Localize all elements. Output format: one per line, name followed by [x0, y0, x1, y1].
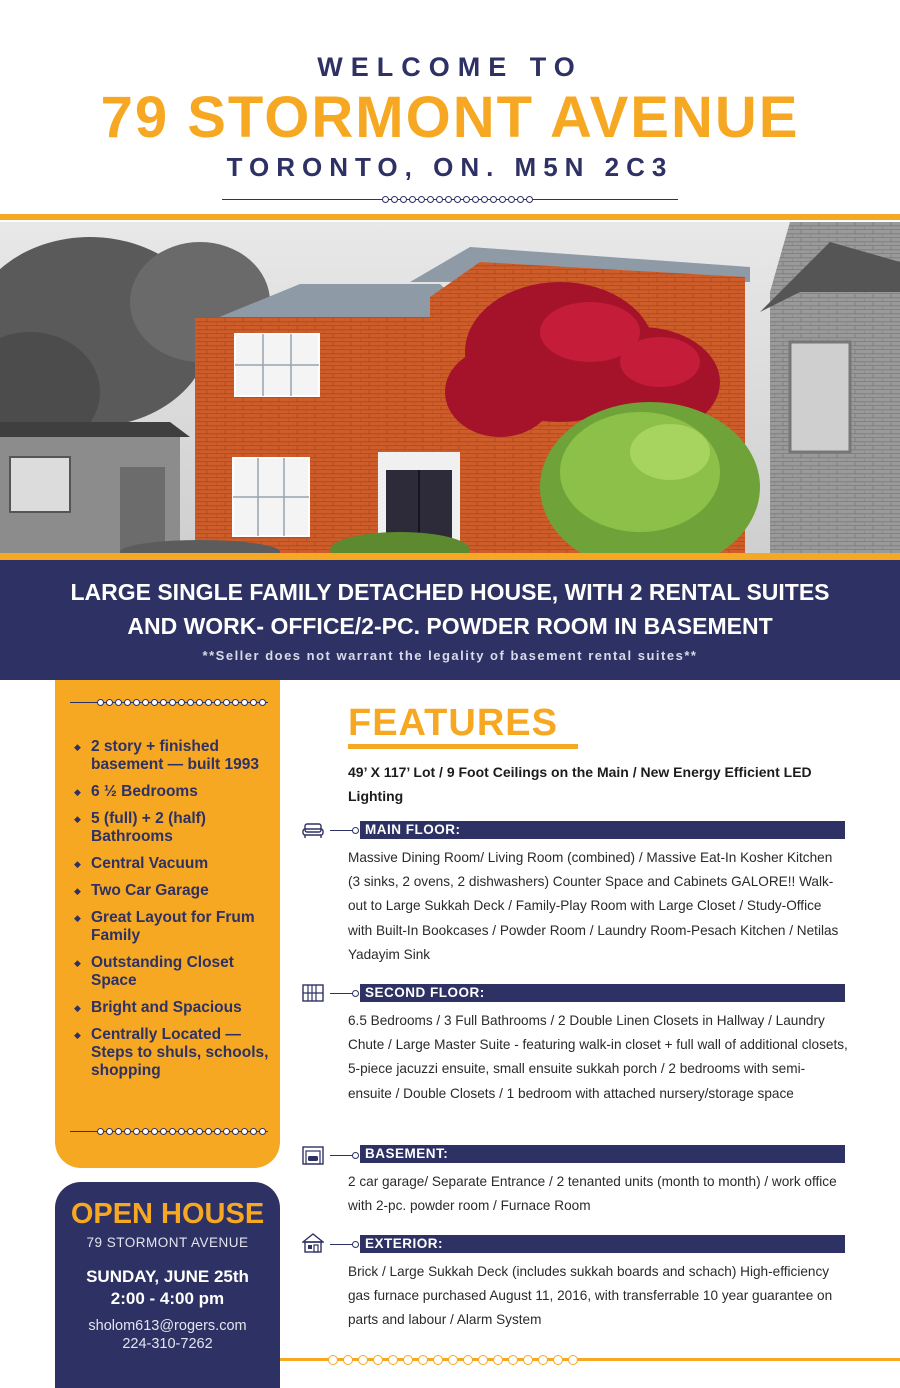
list-item: ◆ 2 story + finished basement — built 1993: [74, 738, 274, 774]
list-item: ◆ 6 ½ Bedrooms: [74, 783, 274, 801]
section-connector: [330, 993, 354, 994]
section-text-main-floor: Massive Dining Room/ Living Room (combined) / Massive Eat-In Kosher Kitchen (3 sinks, 2 ovens, 2 dishwashers) Counter Space and Cabinets GALORE!! Walk-out to Large Sukkah Deck / Family-Play Room with Large Closet / Study-Office with Built-In Bookcases / Powder Room / Laundry Room-Pesach Kitchen / Netilas Yadayim Sink: [348, 850, 839, 962]
highlights-list: [74, 738, 274, 1089]
list-item: ◆ Two Car Garage: [74, 882, 274, 900]
section-connector: [330, 1244, 354, 1245]
welcome-heading: WELCOME TO: [317, 52, 583, 82]
open-house-panel: [55, 1182, 280, 1388]
headline-line-1: LARGE SINGLE FAMILY DETACHED HOUSE, WITH 2 RENTAL SUITES: [70, 579, 830, 605]
section-text-basement: 2 car garage/ Separate Entrance / 2 tenanted units (month to month) / work office with 2-pc. powder room / Furnace Room: [348, 1174, 837, 1214]
section-label-basement: BASEMENT:: [365, 1146, 449, 1161]
contact-phone[interactable]: 224-310-7262: [122, 1336, 213, 1352]
list-item: ◆ Outstanding Closet Space: [74, 954, 274, 990]
bottom-dots: [328, 1355, 578, 1365]
house-icon: [302, 1233, 324, 1253]
section-connector-dot: [352, 990, 359, 997]
section-label-exterior: EXTERIOR:: [365, 1236, 444, 1251]
headline-text: [0, 575, 900, 643]
headline-line-2: AND WORK- OFFICE/2-PC. POWDER ROOM IN BASEMENT: [127, 613, 773, 639]
contact-email[interactable]: sholom613@rogers.com: [88, 1318, 247, 1334]
bed-icon: [302, 983, 324, 1003]
garage-icon: [302, 1145, 324, 1165]
section-connector-dot: [352, 1241, 359, 1248]
section-text-exterior: Brick / Large Sukkah Deck (includes sukkah boards and schach) High-efficiency gas furnace purchased August 11, 2016, with transferrable 10 year guarantee on parts and labour / Alarm System: [348, 1264, 833, 1328]
list-item: ◆ Centrally Located — Steps to shuls, schools, shopping: [74, 1026, 274, 1080]
sofa-icon: [302, 820, 324, 840]
list-item: ◆ 5 (full) + 2 (half) Bathrooms: [74, 810, 274, 846]
street-address-title: 79 STORMONT AVENUE: [100, 85, 800, 150]
open-house-title: OPEN HOUSE: [70, 1198, 265, 1230]
gold-rule-top: [0, 214, 900, 220]
open-house-time: 2:00 - 4:00 pm: [110, 1289, 225, 1308]
list-item: ◆ Central Vacuum: [74, 855, 274, 873]
gold-rule-photo: [0, 553, 900, 560]
section-label-second-floor: SECOND FLOOR:: [365, 985, 485, 1000]
open-house-day: SUNDAY, JUNE 25th: [86, 1267, 249, 1286]
house-photo: [0, 222, 900, 554]
section-connector-dot: [352, 1152, 359, 1159]
features-summary: 49’ X 117’ Lot / 9 Foot Ceilings on the Main / New Energy Efficient LED Lighting: [348, 764, 812, 804]
section-connector: [330, 830, 354, 831]
section-connector-dot: [352, 827, 359, 834]
open-house-address: 79 STORMONT AVENUE: [86, 1235, 249, 1250]
section-label-main-floor: MAIN FLOOR:: [365, 822, 461, 837]
open-house-datetime: [55, 1266, 280, 1310]
section-text-second-floor: 6.5 Bedrooms / 3 Full Bathrooms / 2 Double Linen Closets in Hallway / Laundry Chute / Large Master Suite - featuring walk-in closet + full wall of additional closets, 5-piece jacuzzi ensuite, small ensuite sukkah porch / 2 bedrooms with semi-ensuite / Double Closets / 1 bedroom with attached nursery/storage space: [348, 1013, 848, 1101]
city-postal-subtitle: TORONTO, ON. M5N 2C3: [226, 152, 674, 182]
features-title: FEATURES: [348, 702, 558, 744]
list-item: ◆ Bright and Spacious: [74, 999, 274, 1017]
list-item: ◆ Great Layout for Frum Family: [74, 909, 274, 945]
disclaimer-text: **Seller does not warrant the legality of basement rental suites**: [202, 648, 698, 663]
section-connector: [330, 1155, 354, 1156]
features-underline: [348, 744, 578, 749]
